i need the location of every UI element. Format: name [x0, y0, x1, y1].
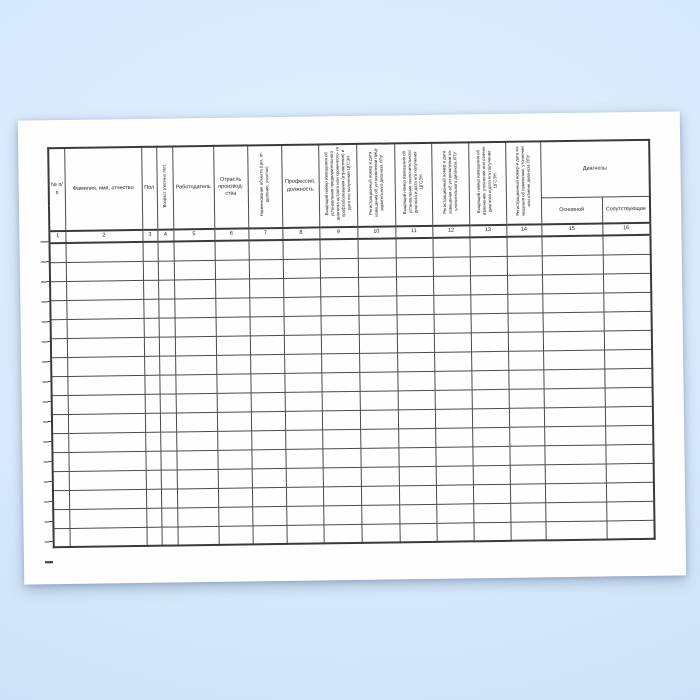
empty-cell	[322, 448, 360, 468]
empty-cell	[50, 300, 66, 319]
empty-cell	[472, 408, 509, 428]
empty-cell	[250, 335, 284, 354]
empty-cell	[68, 413, 145, 433]
column-header-serial-number: № п/п	[48, 148, 65, 231]
column-header-age: Возраст (полных лет)	[156, 146, 173, 229]
empty-cell	[69, 470, 146, 490]
empty-cell	[605, 406, 653, 426]
empty-cell	[361, 523, 399, 543]
empty-cell	[146, 489, 161, 508]
empty-cell	[507, 255, 542, 274]
header-row-labels	[48, 140, 650, 205]
empty-cell	[216, 316, 250, 335]
empty-cell	[398, 447, 435, 467]
empty-cell	[507, 274, 542, 293]
empty-cell	[360, 428, 398, 448]
empty-cell	[160, 412, 176, 431]
column-header-sex: Пол	[141, 147, 157, 230]
empty-cell	[434, 332, 471, 352]
empty-cell	[218, 468, 252, 487]
empty-cell	[53, 528, 69, 547]
empty-cell	[286, 467, 323, 487]
empty-cell	[434, 351, 471, 371]
empty-cell	[160, 450, 176, 469]
empty-cell	[218, 525, 252, 544]
column-header-employer: Работодатель	[172, 146, 214, 230]
empty-cell	[251, 392, 285, 411]
empty-cell	[216, 335, 250, 354]
empty-cell	[323, 505, 361, 525]
empty-cell	[175, 374, 216, 394]
empty-cell	[361, 504, 399, 524]
empty-cell	[216, 373, 250, 392]
empty-cell	[66, 242, 143, 262]
empty-cell	[396, 295, 433, 315]
column-number: 7	[248, 228, 282, 240]
empty-cell	[251, 430, 285, 449]
empty-cell	[395, 238, 432, 258]
empty-cell	[145, 432, 160, 451]
journal-table	[47, 139, 656, 548]
empty-cell	[320, 258, 358, 278]
column-number: 4	[157, 229, 173, 241]
empty-cell	[471, 370, 508, 390]
empty-cell	[396, 257, 433, 277]
empty-cell	[217, 392, 251, 411]
empty-cell	[250, 354, 284, 373]
empty-cell	[432, 237, 469, 257]
empty-cell	[323, 467, 361, 487]
empty-cell	[473, 522, 510, 542]
column-header-diagnosis-main: Основной	[541, 197, 602, 224]
empty-cell	[146, 508, 161, 527]
empty-cell	[397, 371, 434, 391]
empty-cell	[252, 487, 286, 506]
empty-cell	[435, 427, 472, 447]
empty-cell	[322, 410, 360, 430]
empty-cell	[361, 466, 399, 486]
empty-cell	[145, 394, 160, 413]
empty-cell	[472, 389, 509, 409]
empty-cell	[145, 413, 160, 432]
empty-cell	[604, 349, 652, 369]
empty-cell	[436, 522, 473, 542]
empty-cell	[435, 446, 472, 466]
empty-cell	[321, 315, 359, 335]
empty-cell	[68, 432, 145, 452]
empty-cell	[473, 484, 510, 504]
empty-cell	[604, 330, 652, 350]
empty-cell	[252, 525, 286, 544]
empty-cell	[434, 370, 471, 390]
empty-cell	[470, 256, 507, 276]
empty-cell	[510, 502, 545, 521]
empty-cell	[545, 501, 606, 521]
empty-cell	[285, 410, 322, 430]
empty-cell	[174, 298, 215, 318]
empty-cell	[286, 505, 323, 525]
empty-cell	[320, 277, 358, 297]
column-number: 5	[173, 229, 214, 242]
empty-cell	[175, 355, 216, 375]
empty-cell	[436, 484, 473, 504]
empty-cell	[473, 465, 510, 485]
column-header-full-name: Фамилия, имя, отчество	[64, 147, 142, 231]
empty-cell	[397, 352, 434, 372]
column-header-registration-notice-final: Регистрационный номер и дата извещения об установлении за- ключительного диагноза ЛПУ	[431, 142, 469, 226]
empty-cell	[605, 387, 653, 407]
empty-cell	[53, 490, 69, 509]
empty-cell	[360, 447, 398, 467]
empty-cell	[397, 333, 434, 353]
empty-cell	[506, 236, 541, 255]
empty-cell	[472, 446, 509, 466]
column-header-industry: Отрасль производ- ства	[213, 145, 248, 228]
empty-cell	[470, 294, 507, 314]
empty-cell	[358, 276, 396, 296]
empty-cell	[545, 520, 606, 540]
empty-cell	[176, 431, 217, 451]
empty-cell	[543, 349, 604, 369]
empty-cell	[53, 471, 69, 490]
empty-cell	[544, 444, 605, 464]
empty-cell	[67, 337, 144, 357]
empty-cell	[217, 430, 251, 449]
empty-cell	[52, 395, 68, 414]
empty-cell	[508, 369, 543, 388]
empty-cell	[509, 407, 544, 426]
column-number: 2	[65, 230, 142, 243]
empty-cell	[174, 260, 215, 280]
column-number: 12	[432, 225, 469, 238]
empty-cell	[322, 429, 360, 449]
empty-cell	[286, 524, 323, 544]
empty-cell	[50, 281, 66, 300]
empty-cell	[52, 433, 68, 452]
empty-cell	[398, 428, 435, 448]
empty-cell	[250, 373, 284, 392]
empty-cell	[161, 507, 177, 526]
empty-cell	[251, 411, 285, 430]
empty-cell	[602, 235, 650, 255]
column-number: 16	[602, 223, 650, 236]
empty-cell	[357, 238, 395, 258]
empty-cell	[158, 298, 174, 317]
empty-cell	[177, 507, 218, 527]
empty-cell	[69, 508, 146, 528]
column-header-profession: Профессия, должность	[281, 144, 319, 228]
empty-cell	[436, 465, 473, 485]
empty-cell	[158, 260, 174, 279]
empty-cell	[472, 427, 509, 447]
empty-cell	[50, 262, 66, 281]
column-header-incoming-notice-preliminary: Входящий номер извещения об установлении предварительного диагноза острого или хроническо- го профзаболевания (отравления) и дата его получения ЦГСЭН	[318, 144, 357, 228]
empty-cell	[53, 509, 69, 528]
empty-cell	[545, 463, 606, 483]
empty-cell	[174, 279, 215, 299]
empty-cell	[542, 273, 603, 293]
empty-cell	[471, 313, 508, 333]
empty-cell	[397, 314, 434, 334]
empty-cell	[399, 466, 436, 486]
empty-cell	[283, 277, 320, 297]
empty-cell	[283, 296, 320, 316]
empty-cell	[604, 311, 652, 331]
empty-cell	[159, 317, 175, 336]
empty-cell	[175, 336, 216, 356]
empty-cell	[282, 239, 319, 259]
empty-cell	[158, 279, 174, 298]
empty-cell	[509, 426, 544, 445]
column-header-incoming-notice-change: Входящий номер извещения об изменении, уточнении или отмене диагноза и дата его получения ЦГСЭН	[468, 142, 506, 226]
empty-cell	[177, 526, 218, 546]
empty-cell	[399, 523, 436, 543]
empty-cell	[321, 334, 359, 354]
column-header-facility-name: Наименование объекта (цех, от- деление, участок)	[247, 145, 282, 228]
empty-cell	[603, 254, 651, 274]
empty-cell	[469, 237, 506, 257]
column-header-diagnosis-concomitant: Сопутствующие	[602, 197, 650, 224]
empty-cell	[510, 521, 545, 540]
empty-cell	[433, 275, 470, 295]
empty-cell	[215, 297, 249, 316]
empty-cell	[250, 316, 284, 335]
empty-cell	[359, 314, 397, 334]
empty-cell	[51, 338, 67, 357]
empty-cell	[543, 368, 604, 388]
column-number: 13	[469, 225, 506, 238]
empty-cell	[146, 470, 161, 489]
empty-cell	[251, 449, 285, 468]
empty-cell	[473, 503, 510, 523]
empty-cell	[361, 485, 399, 505]
empty-cell	[217, 449, 251, 468]
empty-cell	[508, 350, 543, 369]
empty-cell	[159, 374, 175, 393]
empty-cell	[67, 356, 144, 376]
empty-cell	[160, 393, 176, 412]
empty-cell	[509, 445, 544, 464]
empty-cell	[286, 486, 323, 506]
empty-cell	[51, 319, 67, 338]
empty-cell	[145, 451, 160, 470]
empty-cell	[249, 259, 283, 278]
empty-cell	[541, 235, 602, 255]
empty-cell	[471, 332, 508, 352]
empty-cell	[471, 351, 508, 371]
column-number: 15	[541, 223, 602, 236]
column-group-diagnoses: Диагнозы	[540, 140, 650, 198]
empty-cell	[161, 469, 177, 488]
empty-cell	[399, 485, 436, 505]
empty-cell	[543, 330, 604, 350]
empty-cell	[507, 293, 542, 312]
empty-cell	[69, 489, 146, 509]
column-header-incoming-notice-final: Входящий номер извещения об установлении заключительного диагноза и дата его получения ЦГСЭН	[394, 143, 432, 227]
empty-cell	[321, 372, 359, 392]
column-number: 6	[214, 228, 248, 240]
empty-rows-body	[50, 235, 655, 547]
empty-cell	[604, 368, 652, 388]
empty-cell	[284, 315, 321, 335]
empty-cell	[606, 482, 654, 502]
empty-cell	[322, 391, 360, 411]
empty-cell	[144, 356, 159, 375]
empty-cell	[144, 318, 159, 337]
empty-cell	[360, 409, 398, 429]
empty-cell	[143, 280, 158, 299]
empty-cell	[218, 506, 252, 525]
empty-cell	[359, 333, 397, 353]
empty-cell	[285, 429, 322, 449]
empty-cell	[284, 372, 321, 392]
empty-cell	[436, 503, 473, 523]
column-number: 3	[142, 230, 157, 242]
empty-cell	[51, 357, 67, 376]
empty-cell	[544, 406, 605, 426]
empty-cell	[173, 241, 214, 261]
empty-cell	[284, 334, 321, 354]
empty-cell	[142, 242, 157, 261]
empty-cell	[252, 506, 286, 525]
column-number: 8	[282, 227, 319, 240]
empty-cell	[69, 527, 146, 547]
empty-cell	[509, 388, 544, 407]
empty-cell	[285, 448, 322, 468]
empty-cell	[285, 391, 322, 411]
empty-cell	[544, 387, 605, 407]
empty-cell	[159, 355, 175, 374]
empty-cell	[67, 318, 144, 338]
empty-cell	[358, 295, 396, 315]
column-number: 14	[506, 224, 541, 236]
empty-cell	[144, 375, 159, 394]
empty-cell	[216, 354, 250, 373]
empty-cell	[544, 425, 605, 445]
empty-cell	[435, 408, 472, 428]
empty-cell	[605, 425, 653, 445]
empty-cell	[606, 520, 654, 540]
empty-cell	[359, 352, 397, 372]
empty-cell	[159, 336, 175, 355]
empty-cell	[176, 412, 217, 432]
empty-cell	[398, 390, 435, 410]
empty-cell	[175, 317, 216, 337]
empty-cell	[433, 294, 470, 314]
empty-cell	[66, 299, 143, 319]
empty-cell	[157, 241, 173, 260]
empty-cell	[52, 452, 68, 471]
empty-cell	[248, 240, 282, 259]
empty-cell	[603, 273, 651, 293]
empty-cell	[433, 256, 470, 276]
empty-cell	[249, 297, 283, 316]
empty-cell	[399, 504, 436, 524]
empty-cell	[177, 469, 218, 489]
column-header-registration-notice-preliminary: Регистрационный номер и дата извещения об установлении пред- варительного диагноза ЛПУ	[356, 143, 395, 227]
empty-cell	[218, 487, 252, 506]
empty-cell	[545, 482, 606, 502]
empty-cell	[143, 299, 158, 318]
empty-cell	[146, 527, 161, 546]
empty-cell	[508, 312, 543, 331]
empty-cell	[396, 276, 433, 296]
empty-cell	[161, 488, 177, 507]
empty-cell	[319, 239, 357, 259]
empty-cell	[160, 431, 176, 450]
empty-cell	[50, 243, 66, 262]
empty-cell	[215, 278, 249, 297]
empty-cell	[606, 463, 654, 483]
empty-cell	[605, 444, 653, 464]
column-number: 9	[319, 227, 357, 240]
empty-cell	[358, 257, 396, 277]
column-number: 1	[49, 231, 65, 243]
empty-cell	[542, 292, 603, 312]
column-number: 10	[357, 226, 395, 239]
empty-cell	[510, 464, 545, 483]
empty-cell	[66, 261, 143, 281]
empty-cell	[321, 353, 359, 373]
empty-cell	[215, 259, 249, 278]
empty-cell	[434, 313, 471, 333]
empty-cell	[359, 371, 397, 391]
empty-cell	[603, 292, 651, 312]
empty-cell	[510, 483, 545, 502]
empty-cell	[320, 296, 358, 316]
column-number: 11	[395, 226, 432, 239]
empty-cell	[543, 311, 604, 331]
empty-cell	[68, 394, 145, 414]
empty-cell	[398, 409, 435, 429]
empty-cell	[67, 375, 144, 395]
empty-cell	[177, 488, 218, 508]
empty-cell	[249, 278, 283, 297]
empty-cell	[144, 337, 159, 356]
empty-cell	[283, 258, 320, 278]
document-page	[18, 111, 686, 584]
empty-cell	[52, 414, 68, 433]
empty-cell	[176, 393, 217, 413]
empty-cell	[323, 486, 361, 506]
empty-cell	[176, 450, 217, 470]
empty-cell	[217, 411, 251, 430]
empty-cell	[161, 526, 177, 545]
empty-cell	[214, 240, 248, 259]
empty-cell	[606, 501, 654, 521]
empty-cell	[470, 275, 507, 295]
empty-cell	[284, 353, 321, 373]
empty-cell	[542, 254, 603, 274]
empty-cell	[68, 451, 145, 471]
empty-cell	[252, 468, 286, 487]
empty-cell	[508, 331, 543, 350]
empty-cell	[51, 376, 67, 395]
empty-cell	[66, 280, 143, 300]
empty-cell	[143, 261, 158, 280]
empty-cell	[323, 524, 361, 544]
column-header-registration-notice-change: Регистрационный номер и дата из- вещения об изменении, уточнении или отмене диагноза ЛПУ	[505, 141, 541, 224]
empty-cell	[360, 390, 398, 410]
empty-cell	[435, 389, 472, 409]
